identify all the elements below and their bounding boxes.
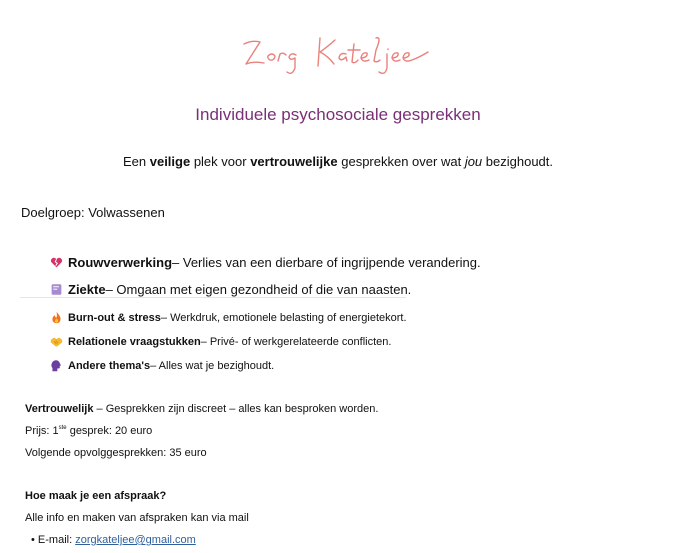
intro-part: Een [122,154,150,169]
intro-emphasis-you: jou [464,154,483,169]
email-label: • E-mail: [31,534,76,546]
appointment-title [25,490,166,502]
theme-description: – Alles wat je bezighoudt. [150,359,275,372]
price-suffix: gesprek: 20 euro [66,425,153,437]
theme-item-grief [50,255,481,270]
intro-emphasis-confidential: vertrouwelijke [250,154,338,169]
theme-description: – Werkdruk, emotionele belasting of energietekort. [160,311,407,324]
price-prefix: Prijs: 1 [25,425,59,437]
handshake-icon [50,335,63,348]
signature-logo [238,30,458,80]
intro-part: plek voor [190,154,251,169]
price-first-session [25,425,152,437]
price-superscript: ste [58,425,67,431]
speaking-head-icon [50,359,63,372]
intro-part: gesprekken over wat [337,154,465,169]
signature-text: Zorg Kateljee [238,30,244,31]
theme-title: Rouwverwerking [68,255,173,270]
appointment-heading: Hoe maak je een afspraak? [25,490,167,502]
intro-part: bezighoudt. [482,154,554,169]
appointment-text: Alle info en maken van afspraken kan via mail [25,512,249,524]
confidentiality-text: – Gesprekken zijn discreet – alles kan besproken worden. [93,403,379,415]
email-link[interactable]: zorgkateljee@gmail.com [75,534,196,546]
theme-description: – Omgaan met eigen gezondheid of die van naasten. [105,282,412,297]
theme-title: Andere thema's [68,359,151,372]
confidentiality-title: Vertrouwelijk [25,403,94,415]
page-title: Individuele psychosociale gesprekken [195,105,481,124]
intro-emphasis-safe: veilige [149,154,191,169]
book-icon [50,283,63,296]
price-followup: Volgende opvolggesprekken: 35 euro [25,447,207,459]
intro-text [0,154,676,169]
theme-description: – Privé- of werkgerelateerde conflicten. [200,335,392,348]
theme-item-burnout [50,311,407,324]
broken-heart-icon [50,256,63,269]
target-audience: Doelgroep: Volwassenen [21,205,165,220]
theme-item-other [50,359,274,372]
theme-item-illness [50,282,411,297]
theme-item-relations [50,335,391,348]
theme-title: Ziekte [68,282,106,297]
fire-icon [50,311,63,324]
divider [20,297,406,298]
confidentiality-note [25,403,378,415]
theme-title: Burn-out & stress [68,311,161,324]
theme-title: Relationele vraagstukken [68,335,201,348]
email-line [31,534,196,546]
theme-description: – Verlies van een dierbare of ingrijpende verandering. [172,255,481,270]
